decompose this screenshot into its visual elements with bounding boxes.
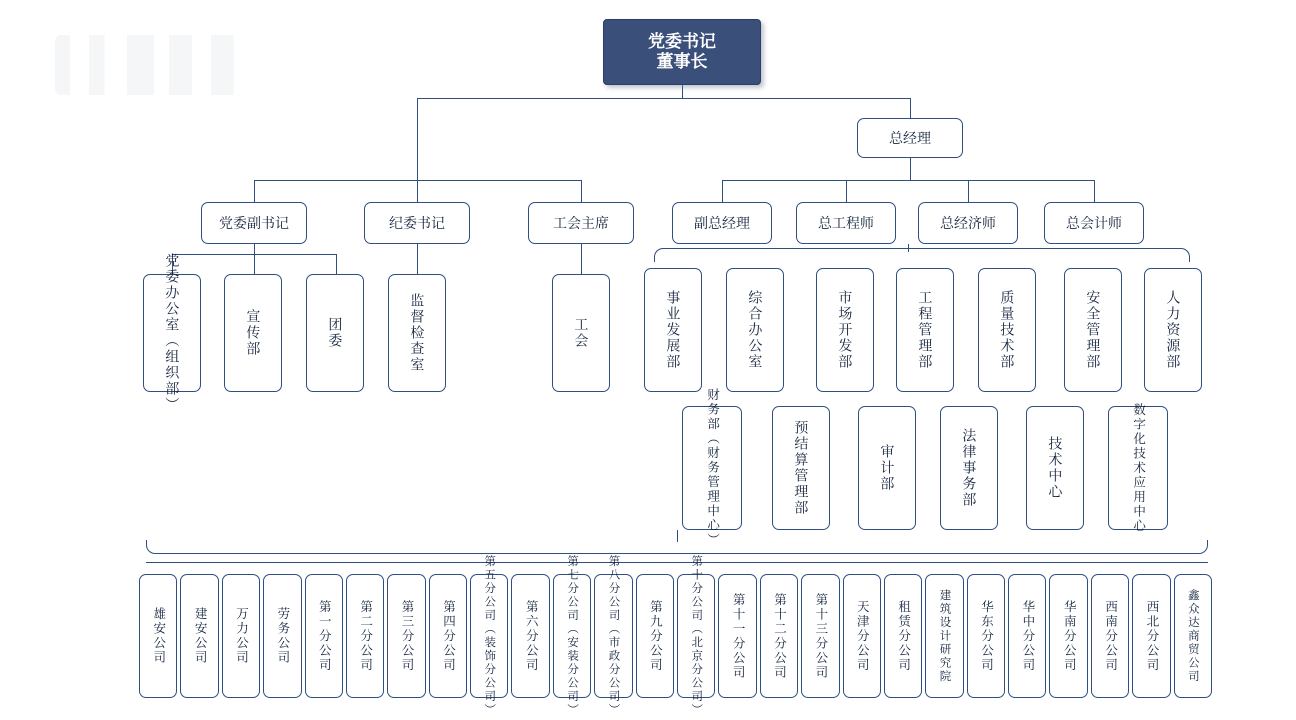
connector — [910, 158, 911, 180]
node-subsidiary[interactable] — [884, 574, 922, 698]
node-deputy-party-secretary[interactable]: 党委副书记 — [201, 202, 307, 244]
node-audit-dept[interactable]: 审计部 — [858, 406, 916, 530]
connector — [254, 254, 255, 274]
subsidiary-label: 西南分公司 — [1103, 599, 1118, 673]
node-subsidiary[interactable] — [470, 555, 508, 717]
connector — [682, 85, 683, 98]
node-discipline-secretary[interactable]: 纪委书记 — [364, 202, 470, 244]
node-subsidiary[interactable] — [843, 574, 881, 698]
subsidiary-label: 第八分公司（市政分公司） — [607, 555, 620, 717]
node-propaganda-dept[interactable]: 宣传部 — [224, 274, 282, 392]
node-budget-settlement-dept[interactable]: 预结算管理部 — [772, 406, 830, 530]
subsidiary-label: 劳务公司 — [275, 607, 290, 665]
node-deputy-gm[interactable]: 副总经理 — [672, 202, 772, 244]
connector — [581, 244, 582, 274]
node-subsidiary[interactable] — [925, 574, 963, 698]
node-general-manager[interactable]: 总经理 — [857, 118, 963, 158]
connector — [254, 180, 255, 202]
node-youth-league[interactable]: 团委 — [306, 274, 364, 392]
subsidiary-brace — [146, 540, 1208, 554]
connector — [846, 180, 847, 202]
node-subsidiary[interactable] — [429, 574, 467, 698]
connector — [581, 180, 582, 202]
node-subsidiary[interactable] — [222, 574, 260, 698]
connector — [417, 180, 418, 202]
subsidiary-label: 第六分公司 — [524, 599, 539, 673]
subsidiary-label: 第二分公司 — [358, 599, 373, 673]
subsidiary-label: 华中分公司 — [1020, 599, 1035, 673]
node-subsidiary[interactable] — [801, 574, 839, 698]
node-subsidiary[interactable] — [1091, 574, 1129, 698]
node-subsidiary[interactable] — [511, 574, 549, 698]
subsidiary-label: 第十三分公司 — [813, 592, 828, 680]
connector — [417, 244, 418, 274]
connector — [254, 244, 255, 254]
subsidiary-label: 租赁分公司 — [896, 599, 911, 673]
node-finance-dept[interactable]: 财务部（财务管理中心） — [682, 406, 742, 530]
node-chairman[interactable] — [603, 19, 761, 85]
node-subsidiary[interactable] — [1049, 574, 1087, 698]
subsidiary-label: 华东分公司 — [979, 599, 994, 673]
node-chief-economist[interactable]: 总经济师 — [918, 202, 1018, 244]
node-chief-engineer[interactable]: 总工程师 — [796, 202, 896, 244]
subsidiary-label: 鑫众达商贸公司 — [1186, 588, 1199, 684]
subsidiary-label: 万力公司 — [234, 607, 249, 665]
subsidiary-label: 第七分公司（安装分公司） — [566, 555, 579, 717]
subsidiary-label: 第九分公司 — [648, 599, 663, 673]
node-supervision-office[interactable]: 监督检查室 — [388, 274, 446, 392]
node-subsidiary[interactable] — [760, 574, 798, 698]
node-subsidiary[interactable] — [305, 574, 343, 698]
connector — [1094, 180, 1095, 202]
subsidiary-label: 第十二分公司 — [772, 592, 787, 680]
connector — [722, 180, 723, 202]
subsidiary-label: 建筑设计研究院 — [938, 588, 951, 684]
connector — [968, 180, 969, 202]
node-market-development-dept[interactable]: 市场开发部 — [816, 268, 874, 392]
node-labor-union[interactable]: 工会 — [552, 274, 610, 392]
subsidiary-label: 第十分公司（北京分公司） — [690, 555, 703, 717]
connector — [146, 562, 1208, 563]
node-party-office[interactable]: 党委办公室（组织部） — [143, 274, 201, 392]
node-human-resources-dept[interactable]: 人力资源部 — [1144, 268, 1202, 392]
node-subsidiary[interactable] — [718, 574, 756, 698]
node-subsidiary[interactable] — [387, 574, 425, 698]
connector — [677, 530, 678, 542]
node-subsidiary[interactable] — [263, 574, 301, 698]
subsidiary-label: 第五分公司（装饰分公司） — [483, 555, 496, 717]
connector — [910, 98, 911, 118]
node-subsidiary[interactable] — [346, 574, 384, 698]
chairman-line1: 党委书记 — [648, 32, 716, 52]
management-brace — [654, 248, 1190, 262]
connector — [417, 98, 911, 99]
node-project-management-dept[interactable]: 工程管理部 — [896, 268, 954, 392]
subsidiary-label: 华南分公司 — [1062, 599, 1077, 673]
node-technology-center[interactable]: 技术中心 — [1026, 406, 1084, 530]
node-business-development-dept[interactable]: 事业发展部 — [644, 268, 702, 392]
watermark-logo — [55, 35, 245, 95]
subsidiary-label: 雄安公司 — [151, 607, 166, 665]
node-subsidiary[interactable] — [1008, 574, 1046, 698]
node-subsidiary[interactable] — [967, 574, 1005, 698]
node-subsidiary[interactable] — [594, 555, 632, 717]
node-subsidiary[interactable] — [677, 555, 715, 717]
node-subsidiary[interactable] — [1132, 574, 1170, 698]
node-safety-management-dept[interactable]: 安全管理部 — [1064, 268, 1122, 392]
subsidiary-label: 第一分公司 — [317, 599, 332, 673]
node-subsidiary[interactable] — [1174, 574, 1212, 698]
subsidiary-label: 第四分公司 — [441, 599, 456, 673]
node-general-office[interactable]: 综合办公室 — [726, 268, 784, 392]
node-legal-affairs-dept[interactable]: 法律事务部 — [940, 406, 998, 530]
connector — [336, 254, 337, 274]
node-union-chairman[interactable]: 工会主席 — [528, 202, 634, 244]
subsidiary-label: 第三分公司 — [400, 599, 415, 673]
subsidiary-label: 天津分公司 — [855, 599, 870, 673]
connector — [908, 244, 909, 252]
subsidiary-label: 建安公司 — [193, 607, 208, 665]
connector — [722, 180, 1094, 181]
node-subsidiary[interactable] — [553, 555, 591, 717]
node-subsidiary[interactable] — [636, 574, 674, 698]
subsidiary-label: 西北分公司 — [1144, 599, 1159, 673]
node-subsidiary[interactable] — [139, 574, 177, 698]
subsidiary-label: 第十一分公司 — [731, 592, 746, 680]
node-digital-tech-center[interactable]: 数字化技术应用中心 — [1108, 406, 1168, 530]
node-subsidiary[interactable] — [180, 574, 218, 698]
chairman-line2: 董事长 — [656, 52, 708, 71]
node-quality-technology-dept[interactable]: 质量技术部 — [978, 268, 1036, 392]
node-chief-accountant[interactable]: 总会计师 — [1044, 202, 1144, 244]
